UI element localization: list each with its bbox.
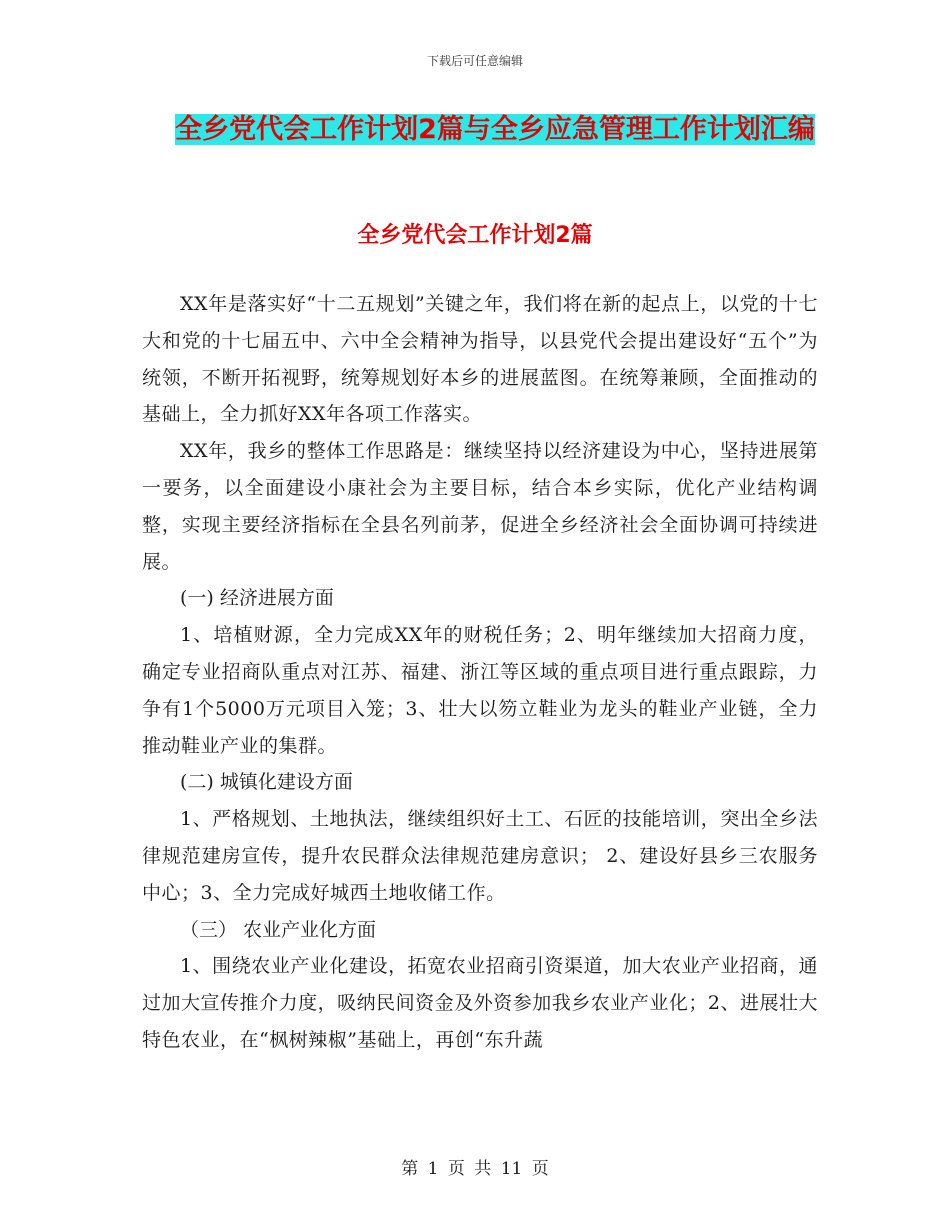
document-subtitle: 全乡党代会工作计划2篇	[357, 223, 593, 248]
section-heading-economy: (一) 经济进展方面	[180, 587, 334, 610]
document-body	[142, 286, 818, 1059]
header-note: 下载后可任意编辑	[426, 54, 523, 68]
section-text-urbanization: 1、严格规划、土地执法，继续组织好土工、石匠的技能培训，突出全乡法律规范建房宣传，提升农民群众法律规范建房意识； 2、建设好县乡三农服务中心；3、全力完成好城西土地收储工作。	[142, 808, 818, 904]
section-heading-urbanization: (二) 城镇化建设方面	[180, 771, 353, 794]
section-heading-agriculture: （三） 农业产业化方面	[180, 918, 377, 941]
section-text-economy: 1、培植财源，全力完成XX年的财税任务；2、明年继续加大招商力度，确定专业招商队重点对江苏、福建、浙江等区域的重点项目进行重点跟踪，力争有1个5000万元项目入笼；3、壮大以笏立鞋业为龙头的鞋业产业链，全力推动鞋业产业的集群。	[142, 624, 818, 757]
page-footer: 第 1 页 共 11 页	[401, 1159, 549, 1179]
section-text-agriculture: 1、围绕农业产业化建设，拓宽农业招商引资渠道，加大农业产业招商，通过加大宣传推介力度，吸纳民间资金及外资参加我乡农业产业化；2、进展壮大特色农业，在“枫树辣椒”基础上，再创“东升蔬	[142, 955, 818, 1051]
intro-paragraph-2: XX年，我乡的整体工作思路是：继续坚持以经济建设为中心，坚持进展第一要务，以全面建设小康社会为主要目标，结合本乡实际，优化产业结构调整，实现主要经济指标在全县名列前茅，促进全乡经济社会全面协调可持续进展。	[142, 440, 818, 573]
document-title	[150, 106, 840, 154]
intro-paragraph-1: XX年是落实好“十二五规划”关键之年，我们将在新的起点上，以党的十七大和党的十七届五中、六中全会精神为指导，以县党代会提出建设好“五个”为统领，不断开拓视野，统筹规划好本乡的进展蓝图。在统筹兼顾，全面推动的基础上，全力抓好XX年各项工作落实。	[142, 293, 818, 426]
document-title-text: 全乡党代会工作计划2篇与全乡应急管理工作计划汇编	[175, 114, 815, 145]
